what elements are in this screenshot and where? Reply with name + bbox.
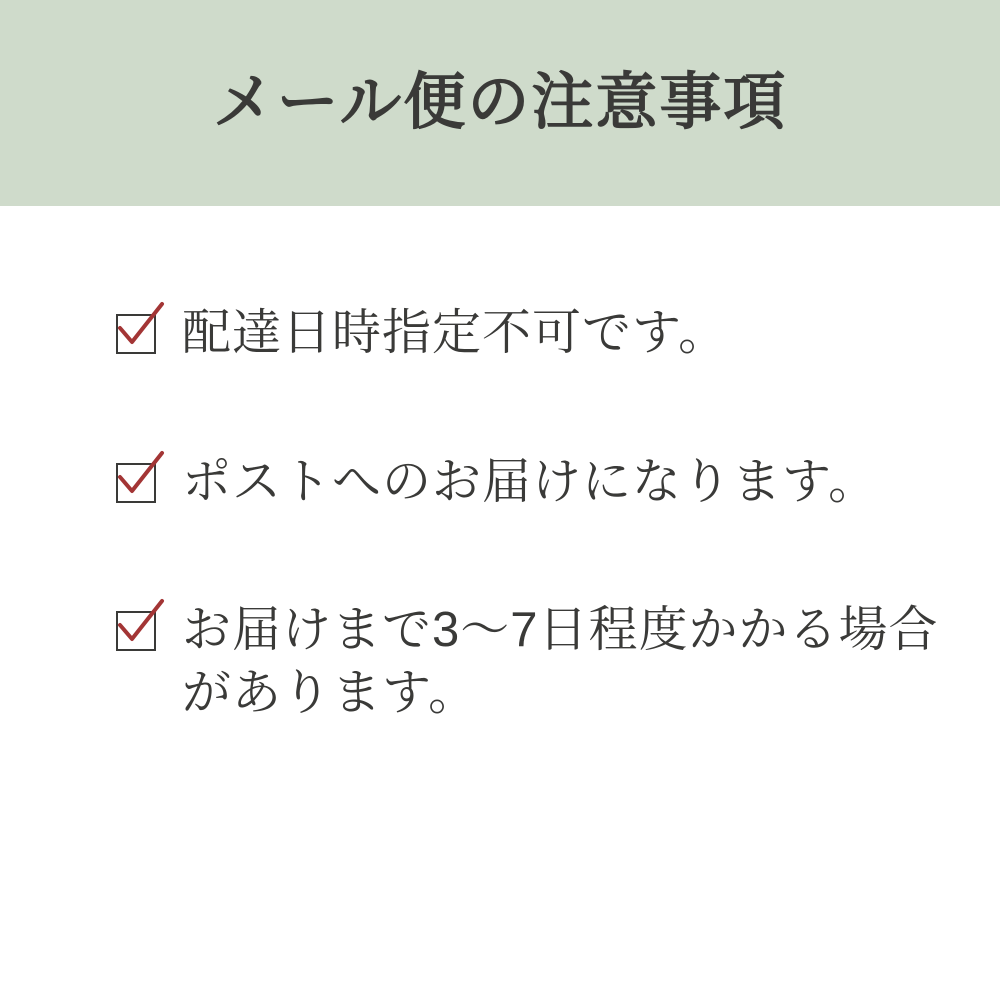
checkbox-checked-icon <box>116 314 156 354</box>
notice-text: ポストへのお届けになります。 <box>182 454 879 509</box>
list-item <box>0 451 1000 514</box>
header-band <box>0 0 1000 206</box>
list-item <box>0 302 1000 365</box>
checkbox-checked-icon <box>116 611 156 651</box>
notice-text: 配達日時指定不可です。 <box>182 306 729 360</box>
page-title: メール便の注意事項 <box>212 68 788 137</box>
checkbox-checked-icon <box>116 463 156 503</box>
list-item <box>0 599 1000 724</box>
notice-text: お届けまで3〜7日程度かかる場合があります。 <box>182 603 939 721</box>
notice-list <box>0 206 1000 725</box>
